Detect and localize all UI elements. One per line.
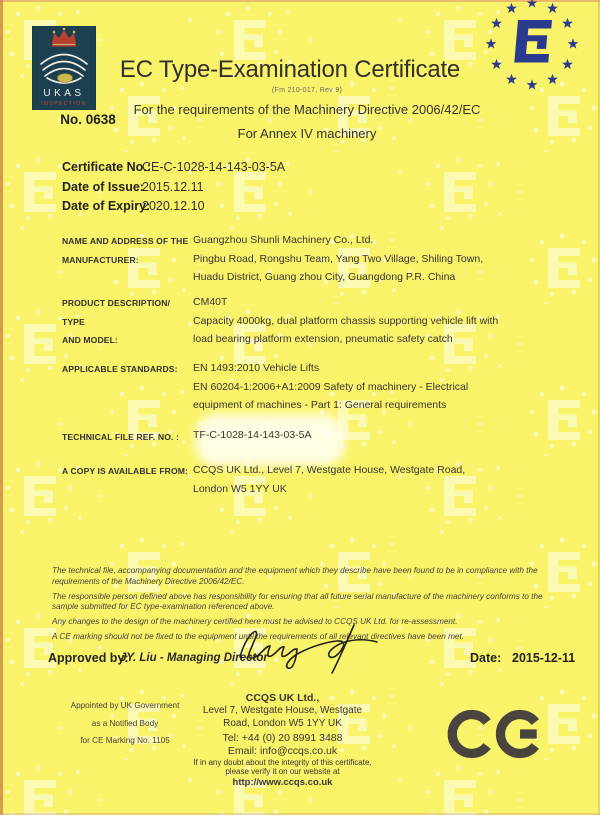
svg-text:UKAS: UKAS [43, 88, 85, 99]
product-description-value: CM40T Capacity 4000kg, dual platform chassis supporting vehicle lift with load bearing platform extension, pneumatic safety catch [193, 296, 499, 345]
certificate-no-label: Certificate No.: [62, 160, 151, 174]
legal-note: The responsible person defined above has responsibility for ensuring that all future serial manufacture of the machinery conforms to the sample submitted for EC type-examination referenced above. [52, 591, 543, 612]
annex-line: For Annex IV machinery [237, 126, 377, 141]
approved-by-label: Approved by: [48, 651, 129, 665]
date-label: Date: [470, 651, 502, 665]
date-of-issue-value: 2015.12.11 [142, 180, 204, 194]
issuer-phone: Tel: +44 (0) 20 8991 3488 [222, 732, 343, 744]
notified-body-line: Appointed by UK Government [70, 701, 180, 710]
notified-body-line: for CE Marking No. 1105 [80, 736, 170, 745]
signature [232, 615, 392, 675]
verify-line: If in any doubt about the integrity of this certificate, [193, 757, 372, 767]
technical-file-label: TECHNICAL FILE REF. NO. : [62, 432, 179, 442]
certificate-no-value: CE-C-1028-14-143-03-5A [142, 160, 286, 174]
scan-edge-top [0, 0, 600, 2]
copy-available-label: A COPY IS AVAILABLE FROM: [62, 466, 188, 476]
legal-note: Any changes to the design of the machinery certified here must be advised to CCQS UK Ltd. for re-assessment. [52, 617, 458, 627]
legal-note: The technical file, accompanying documentation and the equipment which they describe have been found to be in compliance with the requirements of the Machinery Directive 2006/42/EC. [52, 566, 538, 586]
date-of-issue-label: Date of Issue: [62, 180, 144, 194]
issuer-website: http://www.ccqs.co.uk [232, 777, 333, 789]
issuer-address-line: Level 7, Westgate House, Westgate [202, 705, 363, 716]
svg-text:INSPECTION: INSPECTION [41, 101, 87, 107]
manufacturer-value: Guangzhou Shunli Machinery Co., Ltd. Pingbu Road, Rongshu Team, Yang Two Village, Shiling Town, Huadu District, Guang zhou City, Guangdong P.R. China [193, 234, 484, 283]
date-of-expiry-value: 2020.12.10 [142, 199, 205, 213]
notified-body-line: as a Notified Body [91, 718, 159, 728]
scan-edge-left [0, 0, 3, 815]
copy-available-value: CCQS UK Ltd., Level 7, Westgate House, Westgate Road, London W5 1YY UK [193, 464, 466, 495]
approver-name: JY. Liu - Managing Director [120, 652, 268, 664]
ukas-inspection-logo [32, 26, 96, 110]
notified-body-statement [55, 697, 195, 750]
issuer-email: Email: info@ccqs.co.uk [227, 745, 338, 757]
date-of-expiry-label: Date of Expiry: [62, 199, 151, 213]
issuer-contact-block [190, 692, 375, 789]
directive-line: For the requirements of the Machinery Directive 2006/42/EC [133, 102, 481, 117]
issuer-name: CCQS UK Ltd., [245, 692, 320, 704]
technical-file-value: TF-C-1028-14-143-03-5A [193, 429, 312, 441]
issuer-address-line: Road, London W5 1YY UK [223, 717, 342, 729]
manufacturer-label: NAME AND ADDRESS OF THE MANUFACTURER: [62, 236, 189, 265]
certificate-title: EC Type-Examination Certificate [119, 56, 461, 83]
form-reference: (Fm 210-017, Rev 9) [271, 87, 343, 94]
ce-mark-logo [444, 703, 546, 765]
legal-note: A CE marking should not be fixed to the equipment until the requirements of all relevant directives have been met. [52, 632, 465, 642]
verify-line: please verify it on our website at [225, 767, 340, 777]
applicable-standards-label: APPLICABLE STANDARDS: [62, 364, 178, 374]
applicable-standards-value: EN 1493:2010 Vehicle Lifts EN 60204-1:2006+A1:2009 Safety of machinery - Electrical equipment of machines - Part 1: General requirements [193, 362, 469, 411]
notified-body-number: No. 0638 [60, 112, 116, 127]
date-value: 2015-12-11 [512, 651, 576, 665]
product-description-label: PRODUCT DESCRIPTION/ TYPE AND MODEL: [62, 298, 170, 345]
